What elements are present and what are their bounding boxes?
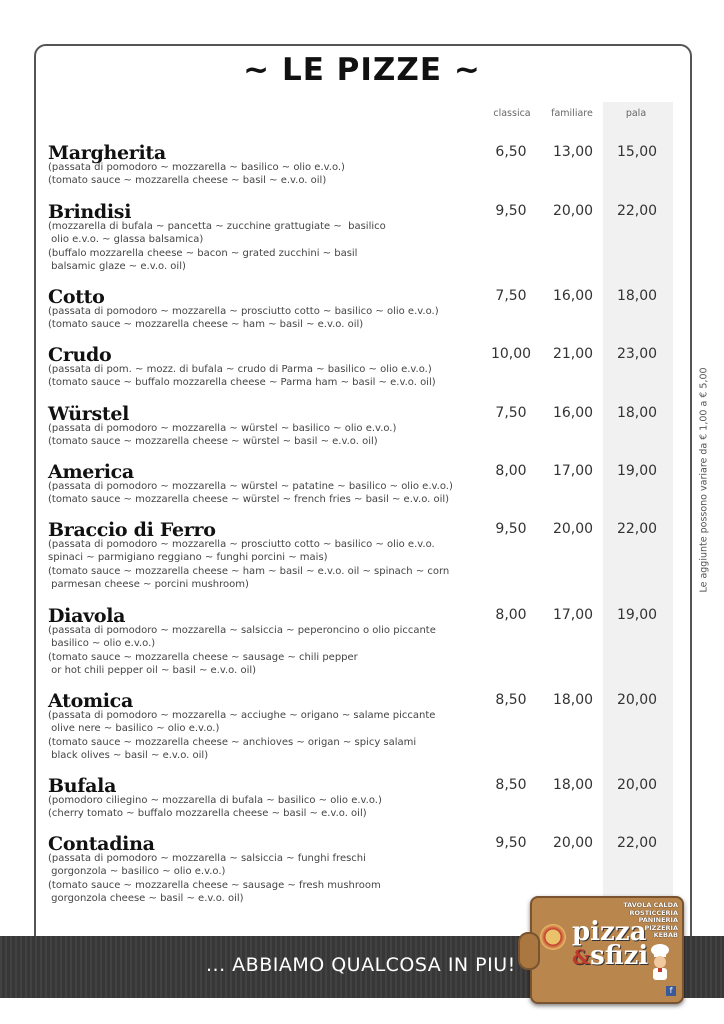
logo [530,896,684,1004]
logo-service: TAVOLA CALDA [623,901,678,909]
logo-line-1: pizza [572,917,647,947]
menu-item [48,403,678,449]
price-familiare: 21,00 [552,346,594,362]
price-pala: 20,00 [616,777,658,793]
pizza-name: Braccio di Ferro [48,519,216,541]
price-familiare: 16,00 [552,288,594,304]
logo-line-2 [572,941,649,971]
pizza-description: (passata di pomodoro ~ mozzarella ~ würstel ~ patatine ~ basilico ~ olio e.v.o.) (tomato sauce ~ mozzarella cheese ~ würstel ~ french fries ~ basil ~ e.v.o. oil) [48,481,453,506]
price-pala: 19,00 [616,463,658,479]
column-header-pala: pala [625,108,647,119]
price-pala: 18,00 [616,288,658,304]
price-familiare: 18,00 [552,692,594,708]
pizza-description: (mozzarella di bufala ~ pancetta ~ zucchine grattugiate ~ basilico olio e.v.o. ~ glassa balsamica) (buffalo mozzarella cheese ~ bacon ~ grated zucchini ~ basil balsamic glaze ~ e.v.o. oil) [48,221,386,273]
menu-item [48,690,678,763]
column-header-familiare: familiare [551,108,593,119]
pizza-name: Cotto [48,286,105,308]
pizza-name: Diavola [48,605,126,627]
menu-item [48,201,678,274]
price-pala: 20,00 [616,692,658,708]
footer-slogan: ... ABBIAMO QUALCOSA IN PIU! [206,954,516,976]
pizza-description: (passata di pomodoro ~ mozzarella ~ prosciutto cotto ~ basilico ~ olio e.v.o.) (tomato sauce ~ mozzarella cheese ~ ham ~ basil ~ e.v.o. oil) [48,306,439,331]
logo-wordmark [572,917,649,971]
pizza-description: (passata di pomodoro ~ mozzarella ~ salsiccia ~ peperoncino o olio piccante basilico ~ olio e.v.o.) (tomato sauce ~ mozzarella cheese ~ sausage ~ chili pepper or hot chili pepper oil ~ basil ~ e.v.o. oil) [48,625,436,677]
price-classica: 8,50 [495,692,527,708]
pizza-name: Margherita [48,142,166,164]
pizza-description: (passata di pomodoro ~ mozzarella ~ salsiccia ~ funghi freschi gorgonzola ~ basilico ~ olio e.v.o.) (tomato sauce ~ mozzarella cheese ~ sausage ~ fresh mushroom gorgonzola cheese ~ basil ~ e.v.o. oil) [48,853,381,905]
pizza-name: Würstel [48,403,130,425]
menu-item [48,605,678,678]
board-handle [518,932,540,970]
page-title: ~ LE PIZZE ~ [243,52,481,88]
menu-item [48,142,678,188]
price-pala: 19,00 [616,607,658,623]
price-pala: 22,00 [616,203,658,219]
price-classica: 9,50 [495,835,527,851]
pizza-description: (passata di pomodoro ~ mozzarella ~ basilico ~ olio e.v.o.) (tomato sauce ~ mozzarella cheese ~ basil ~ e.v.o. oil) [48,162,345,187]
menu-item [48,775,678,821]
pizza-name: Contadina [48,833,155,855]
facebook-icon[interactable]: f [666,986,676,996]
menu-item [48,833,678,906]
price-classica: 10,00 [490,346,532,362]
price-pala: 23,00 [616,346,658,362]
pizza-icon [540,924,566,950]
price-classica: 8,50 [495,777,527,793]
price-classica: 8,00 [495,607,527,623]
price-classica: 9,50 [495,203,527,219]
price-classica: 9,50 [495,521,527,537]
price-pala: 22,00 [616,835,658,851]
price-classica: 6,50 [495,144,527,160]
logo-service: KEBAB [653,931,678,939]
price-classica: 7,50 [495,405,527,421]
price-classica: 8,00 [495,463,527,479]
pizza-description: (passata di pomodoro ~ mozzarella ~ würstel ~ basilico ~ olio e.v.o.) (tomato sauce ~ mozzarella cheese ~ würstel ~ basil ~ e.v.o. oil) [48,423,397,448]
logo-service: PANINERIA [638,916,678,924]
price-pala: 18,00 [616,405,658,421]
pizza-name: Atomica [48,690,133,712]
menu-item [48,286,678,332]
pizza-name: Crudo [48,344,112,366]
price-familiare: 18,00 [552,777,594,793]
price-familiare: 20,00 [552,835,594,851]
price-familiare: 13,00 [552,144,594,160]
logo-ampersand: & [572,945,591,969]
pizza-name: Brindisi [48,201,132,223]
chef-icon [648,944,672,980]
price-pala: 22,00 [616,521,658,537]
pizza-name: Bufala [48,775,117,797]
menu-item [48,344,678,390]
pizza-description: (passata di pomodoro ~ mozzarella ~ acciughe ~ origano ~ salame piccante olive nere ~ basilico ~ olio e.v.o.) (tomato sauce ~ mozzarella cheese ~ anchioves ~ origan ~ spicy salami black olives ~ basil ~ e.v.o. oil) [48,710,436,762]
price-familiare: 16,00 [552,405,594,421]
side-note: Le aggiunte possono variare da € 1,00 a € 5,00 [698,367,710,593]
pizza-description: (pomodoro ciliegino ~ mozzarella di bufala ~ basilico ~ olio e.v.o.) (cherry tomato ~ buffalo mozzarella cheese ~ basil ~ e.v.o. oil) [48,795,382,820]
logo-line-2-text: sfizi [590,941,649,971]
price-familiare: 20,00 [552,203,594,219]
logo-service: ROSTICCERIA [629,908,678,917]
pizza-description: (passata di pom. ~ mozz. di bufala ~ crudo di Parma ~ basilico ~ olio e.v.o.) (tomato sauce ~ buffalo mozzarella cheese ~ Parma ham ~ basil ~ e.v.o. oil) [48,364,436,389]
column-header-classica: classica [493,108,531,119]
pizza-name: America [48,461,134,483]
price-pala: 15,00 [616,144,658,160]
menu-item [48,519,678,592]
pizza-description: (passata di pomodoro ~ mozzarella ~ prosciutto cotto ~ basilico ~ olio e.v.o. spinaci ~ parmigiano reggiano ~ funghi porcini ~ mais) (tomato sauce ~ mozzarella cheese ~ ham ~ basil ~ e.v.o. oil ~ spinach ~ corn parmesan cheese ~ porcini mushroom) [48,539,450,591]
logo-service: PIZZERIA [644,923,678,932]
price-familiare: 20,00 [552,521,594,537]
price-familiare: 17,00 [552,463,594,479]
price-familiare: 17,00 [552,607,594,623]
menu-item [48,461,678,507]
price-classica: 7,50 [495,288,527,304]
